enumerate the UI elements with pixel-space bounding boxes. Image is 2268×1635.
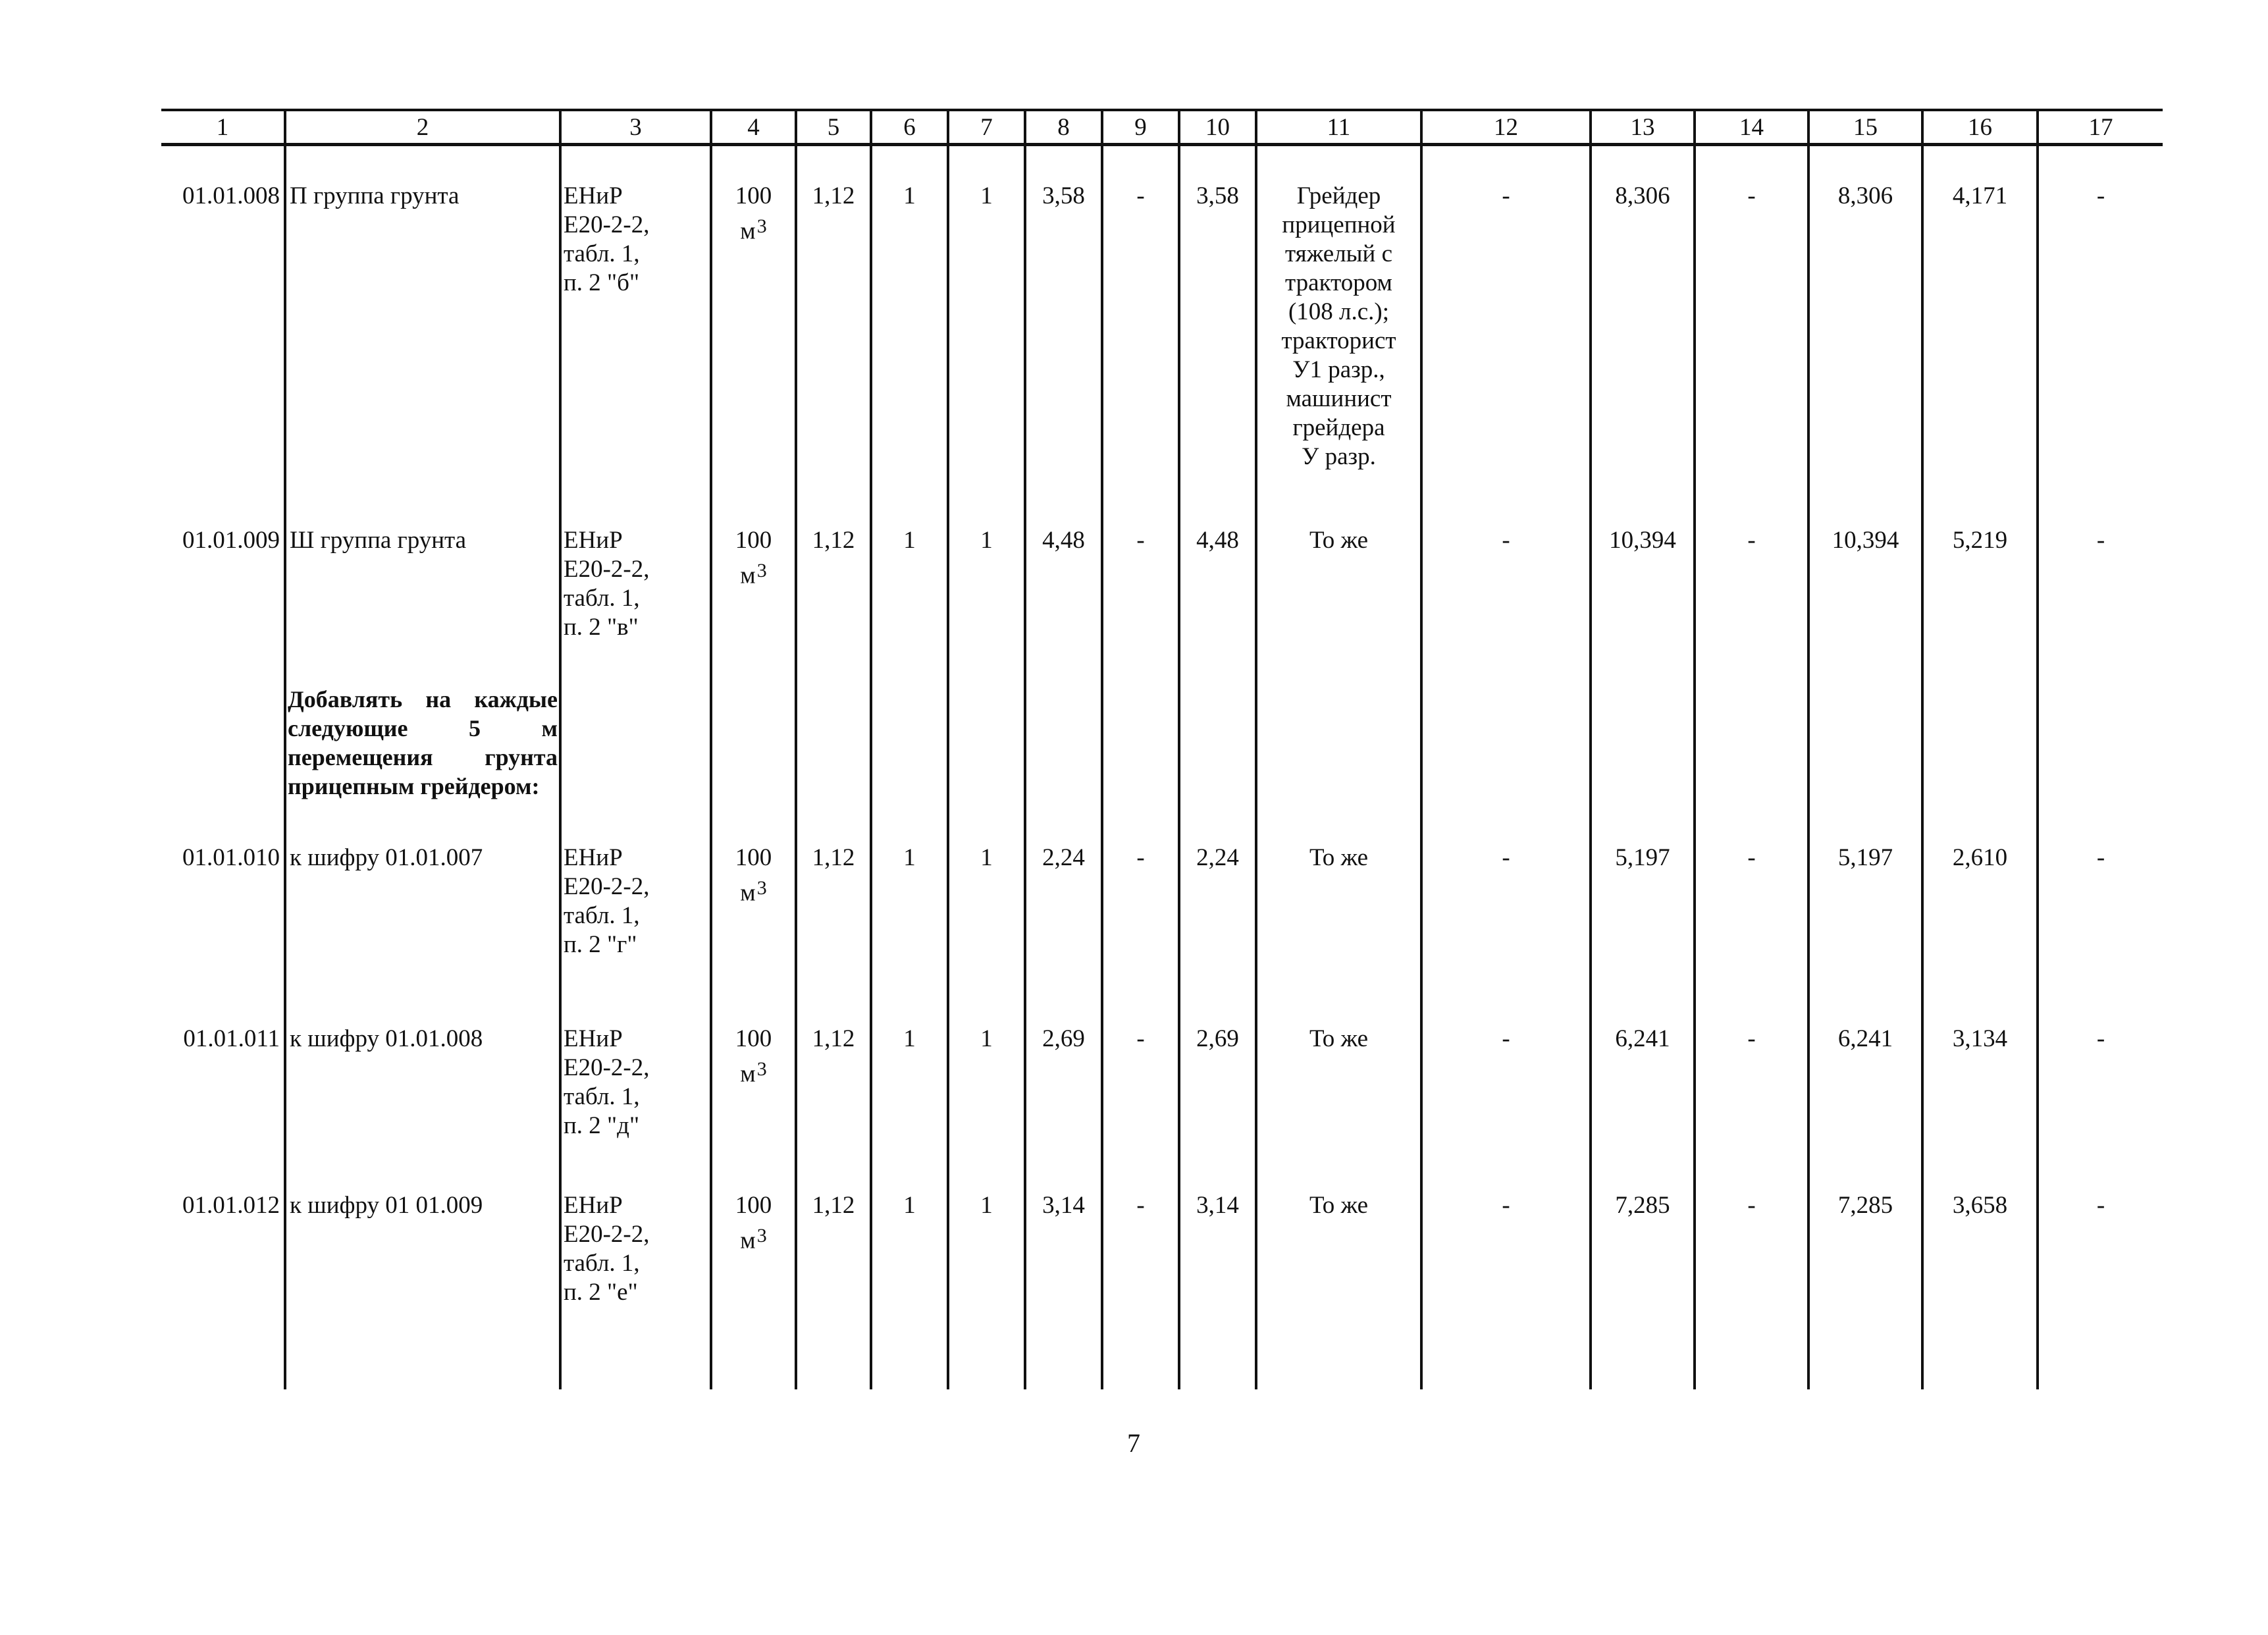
row-unit (712, 844, 795, 906)
row-c16: 3,134 (1952, 1025, 2008, 1052)
row-c12: - (1502, 182, 1510, 209)
note-line-3: перемещения грунта (288, 744, 558, 770)
row-unit (712, 526, 795, 589)
unit-quantity: 100 (735, 1192, 772, 1219)
unit-exponent: 3 (756, 1058, 767, 1080)
row-c14: - (1747, 844, 1756, 871)
page-number: 7 (1127, 1428, 1140, 1458)
header-num-1: 1 (216, 114, 229, 141)
row-c15: 6,241 (1837, 1025, 1893, 1052)
row-c6: 1 (903, 1192, 916, 1219)
row-c14: - (1747, 182, 1756, 209)
unit-cubic-meter (712, 872, 795, 906)
row-c14: - (1747, 1025, 1756, 1052)
header-num-3: 3 (629, 114, 642, 141)
unit-cubic-meter (712, 211, 795, 244)
unit-cubic-meter (712, 555, 795, 589)
row-c5: 1,12 (812, 844, 855, 871)
header-num-15: 15 (1853, 114, 1878, 141)
row-code: 01.01.010 (182, 844, 280, 871)
row-c8: 3,58 (1042, 182, 1085, 209)
row-c8: 3,14 (1042, 1192, 1085, 1219)
row-c13: 8,306 (1615, 182, 1670, 209)
row-c10: 2,69 (1196, 1025, 1239, 1052)
row-c16: 5,219 (1952, 527, 2008, 554)
row-c15: 10,394 (1832, 527, 1899, 554)
row-reference: ЕНиР Е20-2-2, табл. 1, п. 2 "е" (564, 1192, 650, 1306)
header-num-7: 7 (980, 114, 993, 141)
row-name: Ш группа грунта (290, 527, 467, 554)
row-unit (712, 182, 795, 244)
row-reference: ЕНиР Е20-2-2, табл. 1, п. 2 "д" (564, 1025, 650, 1139)
header-num-6: 6 (903, 114, 916, 141)
header-num-5: 5 (827, 114, 840, 141)
row-c11-machine: То же (1309, 1192, 1369, 1219)
unit-exponent: 3 (756, 1225, 767, 1246)
row-c9: - (1136, 527, 1145, 554)
row-c8: 2,24 (1042, 844, 1085, 871)
header-num-16: 16 (1968, 114, 1992, 141)
header-num-2: 2 (416, 114, 429, 141)
unit-exponent: 3 (756, 877, 767, 899)
row-reference: ЕНиР Е20-2-2, табл. 1, п. 2 "в" (564, 527, 650, 641)
row-c13: 10,394 (1609, 527, 1676, 554)
unit-quantity: 100 (735, 1025, 772, 1052)
row-c9: - (1136, 1192, 1145, 1219)
row-c11-machine: То же (1309, 1025, 1369, 1052)
row-code: 01.01.011 (183, 1025, 280, 1052)
row-c14: - (1747, 1192, 1756, 1219)
note-line-1: Добавлять на каждые (288, 686, 558, 712)
unit-quantity: 100 (735, 844, 772, 871)
row-c5: 1,12 (812, 527, 855, 554)
row-c6: 1 (903, 182, 916, 209)
row-c9: - (1136, 182, 1145, 209)
row-reference: ЕНиР Е20-2-2, табл. 1, п. 2 "г" (564, 844, 650, 958)
row-c17: - (2096, 844, 2105, 871)
row-code: 01.01.009 (182, 527, 280, 554)
header-num-9: 9 (1134, 114, 1147, 141)
row-reference: ЕНиР Е20-2-2, табл. 1, п. 2 "б" (564, 182, 650, 296)
row-c17: - (2096, 1025, 2105, 1052)
row-c5: 1,12 (812, 182, 855, 209)
row-c10: 4,48 (1196, 527, 1239, 554)
header-num-4: 4 (747, 114, 760, 141)
row-c14: - (1747, 527, 1756, 554)
row-c10: 3,14 (1196, 1192, 1239, 1219)
header-num-8: 8 (1057, 114, 1070, 141)
header-num-11: 11 (1327, 114, 1351, 141)
row-c15: 8,306 (1837, 182, 1893, 209)
unit-m: м (740, 1227, 756, 1254)
unit-m: м (740, 562, 756, 589)
row-c15: 7,285 (1837, 1192, 1893, 1219)
header-num-17: 17 (2088, 114, 2113, 141)
row-c13: 7,285 (1615, 1192, 1670, 1219)
row-c17: - (2096, 182, 2105, 209)
unit-quantity: 100 (735, 182, 772, 209)
row-c15: 5,197 (1837, 844, 1893, 871)
col-line-2 (284, 109, 286, 1389)
header-num-10: 10 (1205, 114, 1230, 141)
row-unit (712, 1025, 795, 1087)
row-c11-machine: То же (1309, 844, 1369, 871)
row-code: 01.01.012 (182, 1192, 280, 1219)
row-name: к шифру 01 01.009 (290, 1192, 483, 1219)
note-block (288, 685, 558, 801)
row-name: к шифру 01.01.008 (290, 1025, 483, 1052)
unit-m: м (740, 879, 756, 907)
row-c8: 4,48 (1042, 527, 1085, 554)
row-c7: 1 (980, 844, 993, 871)
unit-cubic-meter (712, 1220, 795, 1254)
row-c5: 1,12 (812, 1025, 855, 1052)
row-c8: 2,69 (1042, 1025, 1085, 1052)
note-line-2: следующие 5 м (288, 715, 558, 741)
row-c16: 4,171 (1952, 182, 2008, 209)
row-c6: 1 (903, 844, 916, 871)
row-c10: 2,24 (1196, 844, 1239, 871)
row-c7: 1 (980, 1192, 993, 1219)
unit-quantity: 100 (735, 527, 772, 554)
row-c12: - (1502, 844, 1510, 871)
unit-m: м (740, 217, 756, 245)
col-line-3 (559, 109, 562, 1389)
row-c7: 1 (980, 1025, 993, 1052)
row-name: П группа грунта (290, 182, 460, 209)
row-c12: - (1502, 527, 1510, 554)
table-header-rule (161, 143, 2163, 146)
row-c7: 1 (980, 182, 993, 209)
row-c13: 5,197 (1615, 844, 1670, 871)
row-c13: 6,241 (1615, 1025, 1670, 1052)
unit-exponent: 3 (756, 215, 767, 237)
row-code: 01.01.008 (182, 182, 280, 209)
unit-m: м (740, 1060, 756, 1088)
row-c12: - (1502, 1192, 1510, 1219)
unit-exponent: 3 (756, 560, 767, 581)
row-c11-machine: То же (1309, 527, 1369, 554)
row-c17: - (2096, 527, 2105, 554)
row-c11-machine: Грейдер прицепной тяжелый с трактором (108 л.с.); тракторист У1 разр., машинист грейдера У разр. (1281, 182, 1396, 470)
row-c12: - (1502, 1025, 1510, 1052)
row-unit (712, 1191, 795, 1254)
note-line-4: прицепным грейдером: (288, 773, 540, 799)
row-c10: 3,58 (1196, 182, 1239, 209)
row-c6: 1 (903, 527, 916, 554)
row-c7: 1 (980, 527, 993, 554)
header-num-12: 12 (1494, 114, 1518, 141)
row-c9: - (1136, 1025, 1145, 1052)
row-c16: 3,658 (1952, 1192, 2008, 1219)
header-num-14: 14 (1739, 114, 1764, 141)
row-c6: 1 (903, 1025, 916, 1052)
unit-cubic-meter (712, 1054, 795, 1087)
header-num-13: 13 (1630, 114, 1655, 141)
row-c16: 2,610 (1952, 844, 2008, 871)
table-top-rule (161, 109, 2163, 111)
row-c9: - (1136, 844, 1145, 871)
row-c5: 1,12 (812, 1192, 855, 1219)
row-name: к шифру 01.01.007 (290, 844, 483, 871)
row-c17: - (2096, 1192, 2105, 1219)
